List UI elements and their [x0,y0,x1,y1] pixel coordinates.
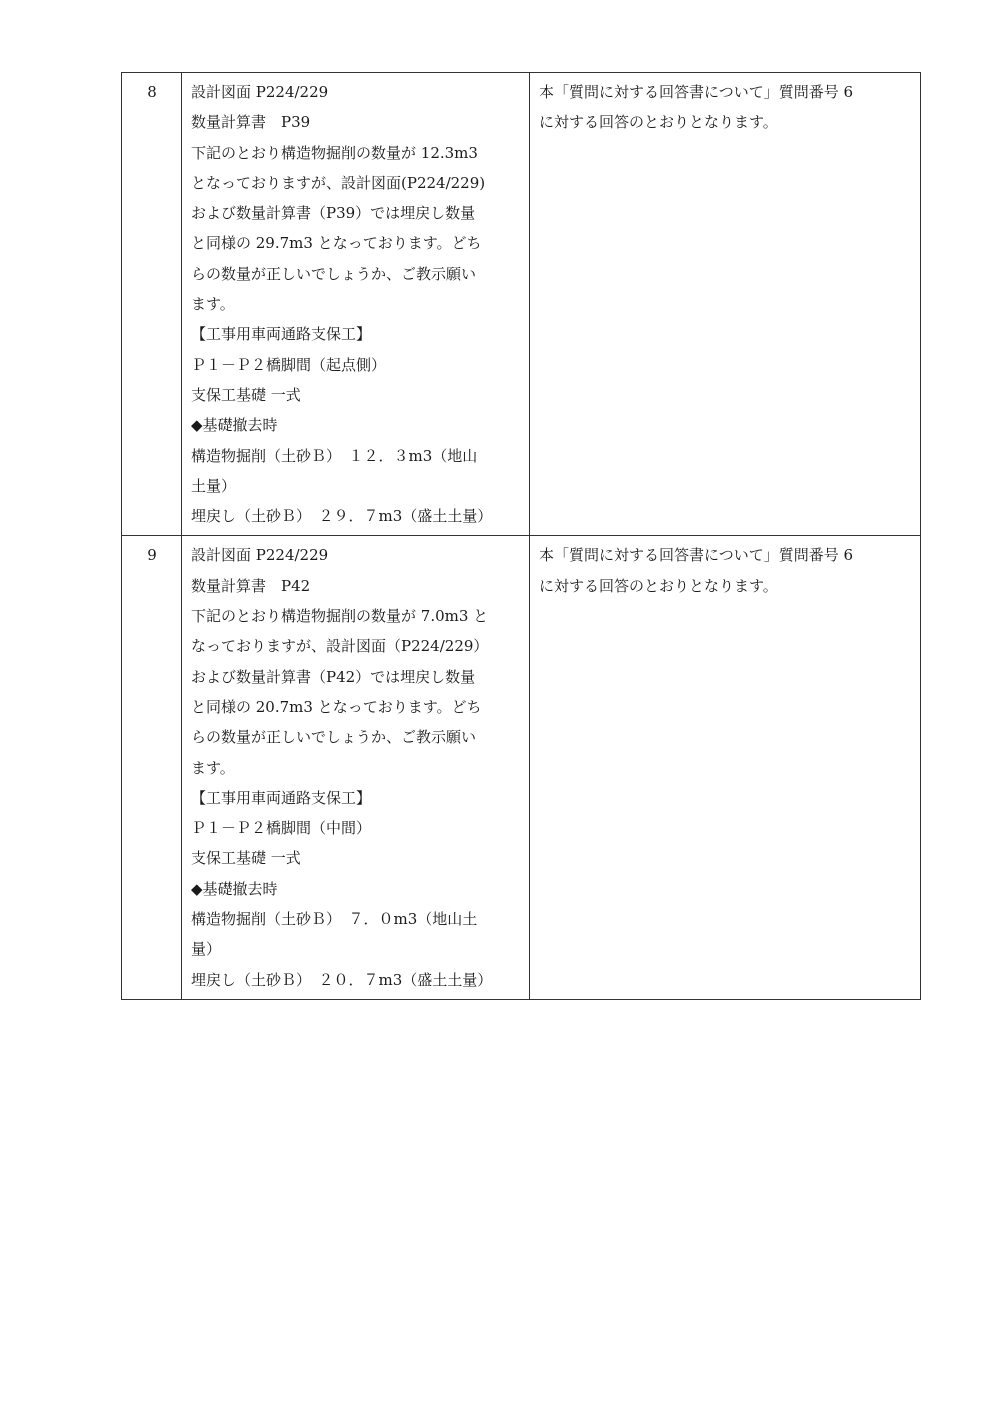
question-line: 構造物掘削（土砂Ｂ） １２．３m3（地山 [191,446,478,465]
question-line: ◆基礎撤去時 [191,879,278,898]
question-line: 支保工基礎 一式 [191,385,301,404]
question-line: 下記のとおり構造物掘削の数量が 7.0m3 と [191,607,489,626]
question-cell [182,536,530,999]
question-line: 数量計算書 P42 [191,576,311,595]
question-line: ます。 [191,758,235,777]
question-line: なっておりますが、設計図面（P224/229） [191,637,489,656]
question-line: 土量） [191,476,237,495]
question-number: 9 [122,536,182,999]
question-line: となっておりますが、設計図面(P224/229) [191,173,486,192]
question-line: 量） [191,940,222,959]
answer-line: に対する回答のとおりとなります。 [539,576,778,595]
question-line: Ｐ１－Ｐ２橋脚間（起点側） [191,355,387,374]
question-line: 下記のとおり構造物掘削の数量が 12.3m3 [191,143,478,162]
answer-line: 本「質問に対する回答書について」質問番号 6 [539,546,854,565]
qa-table [121,72,921,1000]
answer-cell [530,73,921,536]
question-line: らの数量が正しいでしょうか、ご教示願い [191,728,477,747]
question-line: および数量計算書（P42）では埋戻し数量 [191,667,476,686]
question-line: 数量計算書 P39 [191,113,311,132]
table-row [122,73,921,536]
question-line: ◆基礎撤去時 [191,416,278,435]
table-row [122,536,921,999]
question-number: 8 [122,73,182,536]
question-line: 設計図面 P224/229 [191,546,329,565]
question-line: Ｐ１－Ｐ２橋脚間（中間） [191,819,372,838]
question-line: 【工事用車両通路支保工】 [191,325,372,344]
question-cell [182,73,530,536]
question-line: らの数量が正しいでしょうか、ご教示願い [191,264,477,283]
question-line: 支保工基礎 一式 [191,849,301,868]
question-line: 埋戻し（土砂Ｂ） ２０．７m3（盛土土量） [191,970,493,989]
question-line: と同様の 20.7m3 となっております。どち [191,697,482,716]
question-line: ます。 [191,295,235,314]
question-line: および数量計算書（P39）では埋戻し数量 [191,204,476,223]
question-line: 埋戻し（土砂Ｂ） ２９．７m3（盛土土量） [191,507,493,526]
answer-line: に対する回答のとおりとなります。 [539,113,778,132]
question-line: 【工事用車両通路支保工】 [191,788,372,807]
answer-cell [530,536,921,999]
question-line: 設計図面 P224/229 [191,83,329,101]
question-line: と同様の 29.7m3 となっております。どち [191,234,482,253]
answer-line: 本「質問に対する回答書について」質問番号 6 [539,83,854,101]
question-line: 構造物掘削（土砂Ｂ） ７．０m3（地山土 [191,910,478,929]
